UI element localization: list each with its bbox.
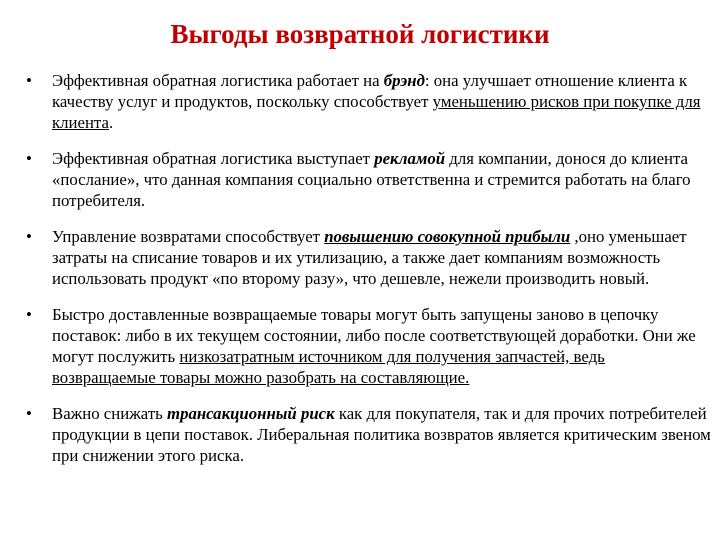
emphasis-brand: брэнд	[383, 71, 425, 90]
emphasis-total-profit: повышению совокупной прибыли	[324, 227, 571, 246]
bullet-text: Быстро доставленные возвращаемые товары могут быть запущены заново в цепочку поставок: либо в их текущем состоянии, либо после соответствующей доработки. Они же могут послужить	[52, 305, 696, 366]
bullet-item-transaction-risk	[22, 403, 712, 466]
bullet-text: как для покупателя, так и для прочих потребителей продукции в цепи поставок. Либеральная политика возвратов является критическим звеном при снижении этого риска.	[52, 404, 711, 465]
emphasis-transaction-risk: трансакционный риск	[167, 404, 335, 423]
bullet-text: Эффективная обратная логистика выступает	[52, 149, 375, 168]
bullet-text: Эффективная обратная логистика работает на	[52, 71, 384, 90]
bullet-text: Важно снижать	[52, 404, 168, 423]
bullet-icon: •	[26, 404, 32, 423]
bullet-icon: •	[26, 305, 32, 324]
underlined-risk-reduction: уменьшению рисков при покупке для клиента	[52, 92, 701, 132]
bullet-item-supply-chain	[22, 304, 712, 388]
bullet-list	[22, 70, 712, 466]
bullet-icon: •	[26, 71, 32, 90]
bullet-text: .	[108, 113, 114, 132]
bullet-item-advertising	[22, 148, 712, 211]
bullet-text: : она улучшает отношение клиента к качеству услуг и продуктов, поскольку способствует	[52, 71, 688, 111]
page-title: Выгоды возвратной логистики	[170, 19, 550, 49]
bullet-text: ,оно уменьшает затраты на списание товаров и их утилизацию, а также дает компаниям возможность использовать продукт «по второму разу», что дешевле, нежели производить новый.	[52, 227, 687, 288]
bullet-icon: •	[26, 149, 32, 168]
underlined-low-cost-source: низкозатратным источником для получения запчастей, ведь возвращаемые товары можно разобрать на составляющие.	[52, 347, 605, 387]
bullet-text: Управление возвратами способствует	[52, 227, 325, 246]
bullet-item-profit	[22, 226, 712, 289]
bullet-icon: •	[26, 227, 32, 246]
bullet-item-brand	[22, 70, 712, 133]
bullet-text: для компании, донося до клиента «послание», что данная компания социально ответственна и стремится работать на благо потребителя.	[52, 149, 691, 210]
emphasis-advertising: рекламой	[374, 149, 446, 168]
